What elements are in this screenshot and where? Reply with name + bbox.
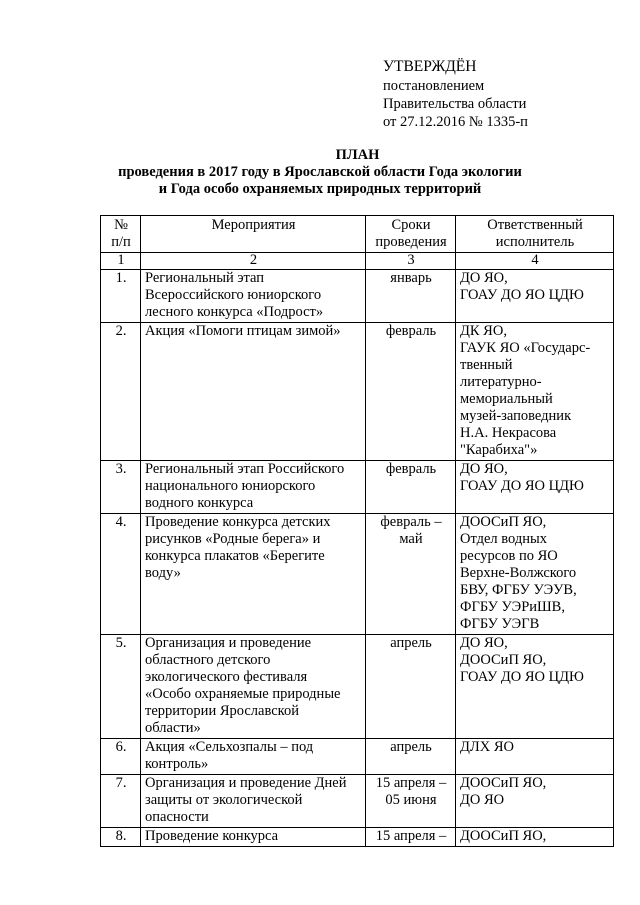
row-dates: февраль [366, 461, 456, 514]
row-event: Акция «Помоги птицам зимой» [141, 323, 366, 461]
approval-line-1: постановлением [383, 78, 485, 94]
table-row [101, 739, 614, 775]
table-row [101, 461, 614, 514]
row-responsible: ДО ЯО, ГОАУ ДО ЯО ЦДЮ [456, 461, 614, 514]
row-number: 6. [101, 739, 141, 775]
row-number: 7. [101, 775, 141, 828]
header-number: № п/п [101, 216, 141, 253]
index-cell: 2 [141, 253, 366, 270]
header-events: Мероприятия [141, 216, 366, 253]
row-dates: 15 апреля – 05 июня [366, 775, 456, 828]
row-responsible: ДООСиП ЯО, ДО ЯО [456, 775, 614, 828]
header-responsible: Ответственный исполнитель [456, 216, 614, 253]
row-number: 2. [101, 323, 141, 461]
row-event: Акция «Сельхозпалы – под контроль» [141, 739, 366, 775]
row-dates: январь [366, 270, 456, 323]
row-number: 5. [101, 635, 141, 739]
plan-table [100, 215, 614, 847]
row-responsible: ДЛХ ЯО [456, 739, 614, 775]
row-number: 1. [101, 270, 141, 323]
table-row [101, 270, 614, 323]
row-responsible: ДО ЯО, ДООСиП ЯО, ГОАУ ДО ЯО ЦДЮ [456, 635, 614, 739]
row-dates: февраль – май [366, 514, 456, 635]
row-event: Проведение конкурса детских рисунков «Родные берега» и конкурса плакатов «Берегите воду» [141, 514, 366, 635]
row-dates: февраль [366, 323, 456, 461]
table-header-row [101, 216, 614, 253]
document-title [0, 147, 640, 198]
approval-stamp [383, 57, 528, 131]
row-dates: апрель [366, 739, 456, 775]
title-line-2: проведения в 2017 году в Ярославской области Года экологии [118, 164, 522, 180]
row-dates: апрель [366, 635, 456, 739]
row-responsible: ДК ЯО, ГАУК ЯО «Государс- твенный литературно- мемориальный музей-заповедник Н.А. Некрасова "Карабиха"» [456, 323, 614, 461]
approval-date-number: от 27.12.2016 № 1335-п [383, 114, 528, 130]
approval-line-2: Правительства области [383, 96, 527, 112]
row-responsible: ДООСиП ЯО, [456, 828, 614, 847]
row-dates: 15 апреля – [366, 828, 456, 847]
index-cell: 3 [366, 253, 456, 270]
row-number: 8. [101, 828, 141, 847]
row-event: Организация и проведение Дней защиты от экологической опасности [141, 775, 366, 828]
table-row [101, 775, 614, 828]
row-event: Региональный этап Всероссийского юниорского лесного конкурса «Подрост» [141, 270, 366, 323]
row-event: Региональный этап Российского национального юниорского водного конкурса [141, 461, 366, 514]
approved-label: УТВЕРЖДЁН [383, 58, 477, 75]
header-dates: Сроки проведения [366, 216, 456, 253]
row-responsible: ДООСиП ЯО, Отдел водных ресурсов по ЯО Верхне-Волжского БВУ, ФГБУ УЭУВ, ФГБУ УЭРиШВ, ФГБУ УЭГВ [456, 514, 614, 635]
row-responsible: ДО ЯО, ГОАУ ДО ЯО ЦДЮ [456, 270, 614, 323]
row-number: 4. [101, 514, 141, 635]
table-row [101, 514, 614, 635]
title-line-3: и Года особо охраняемых природных территорий [158, 181, 482, 197]
row-event: Проведение конкурса [141, 828, 366, 847]
index-cell: 4 [456, 253, 614, 270]
index-cell: 1 [101, 253, 141, 270]
title-plan: ПЛАН [335, 147, 380, 163]
row-event: Организация и проведение областного детского экологического фестиваля «Особо охраняемые природные территории Ярославской области» [141, 635, 366, 739]
table-index-row [101, 253, 614, 270]
table-row [101, 828, 614, 847]
table-row [101, 323, 614, 461]
row-number: 3. [101, 461, 141, 514]
table-row [101, 635, 614, 739]
